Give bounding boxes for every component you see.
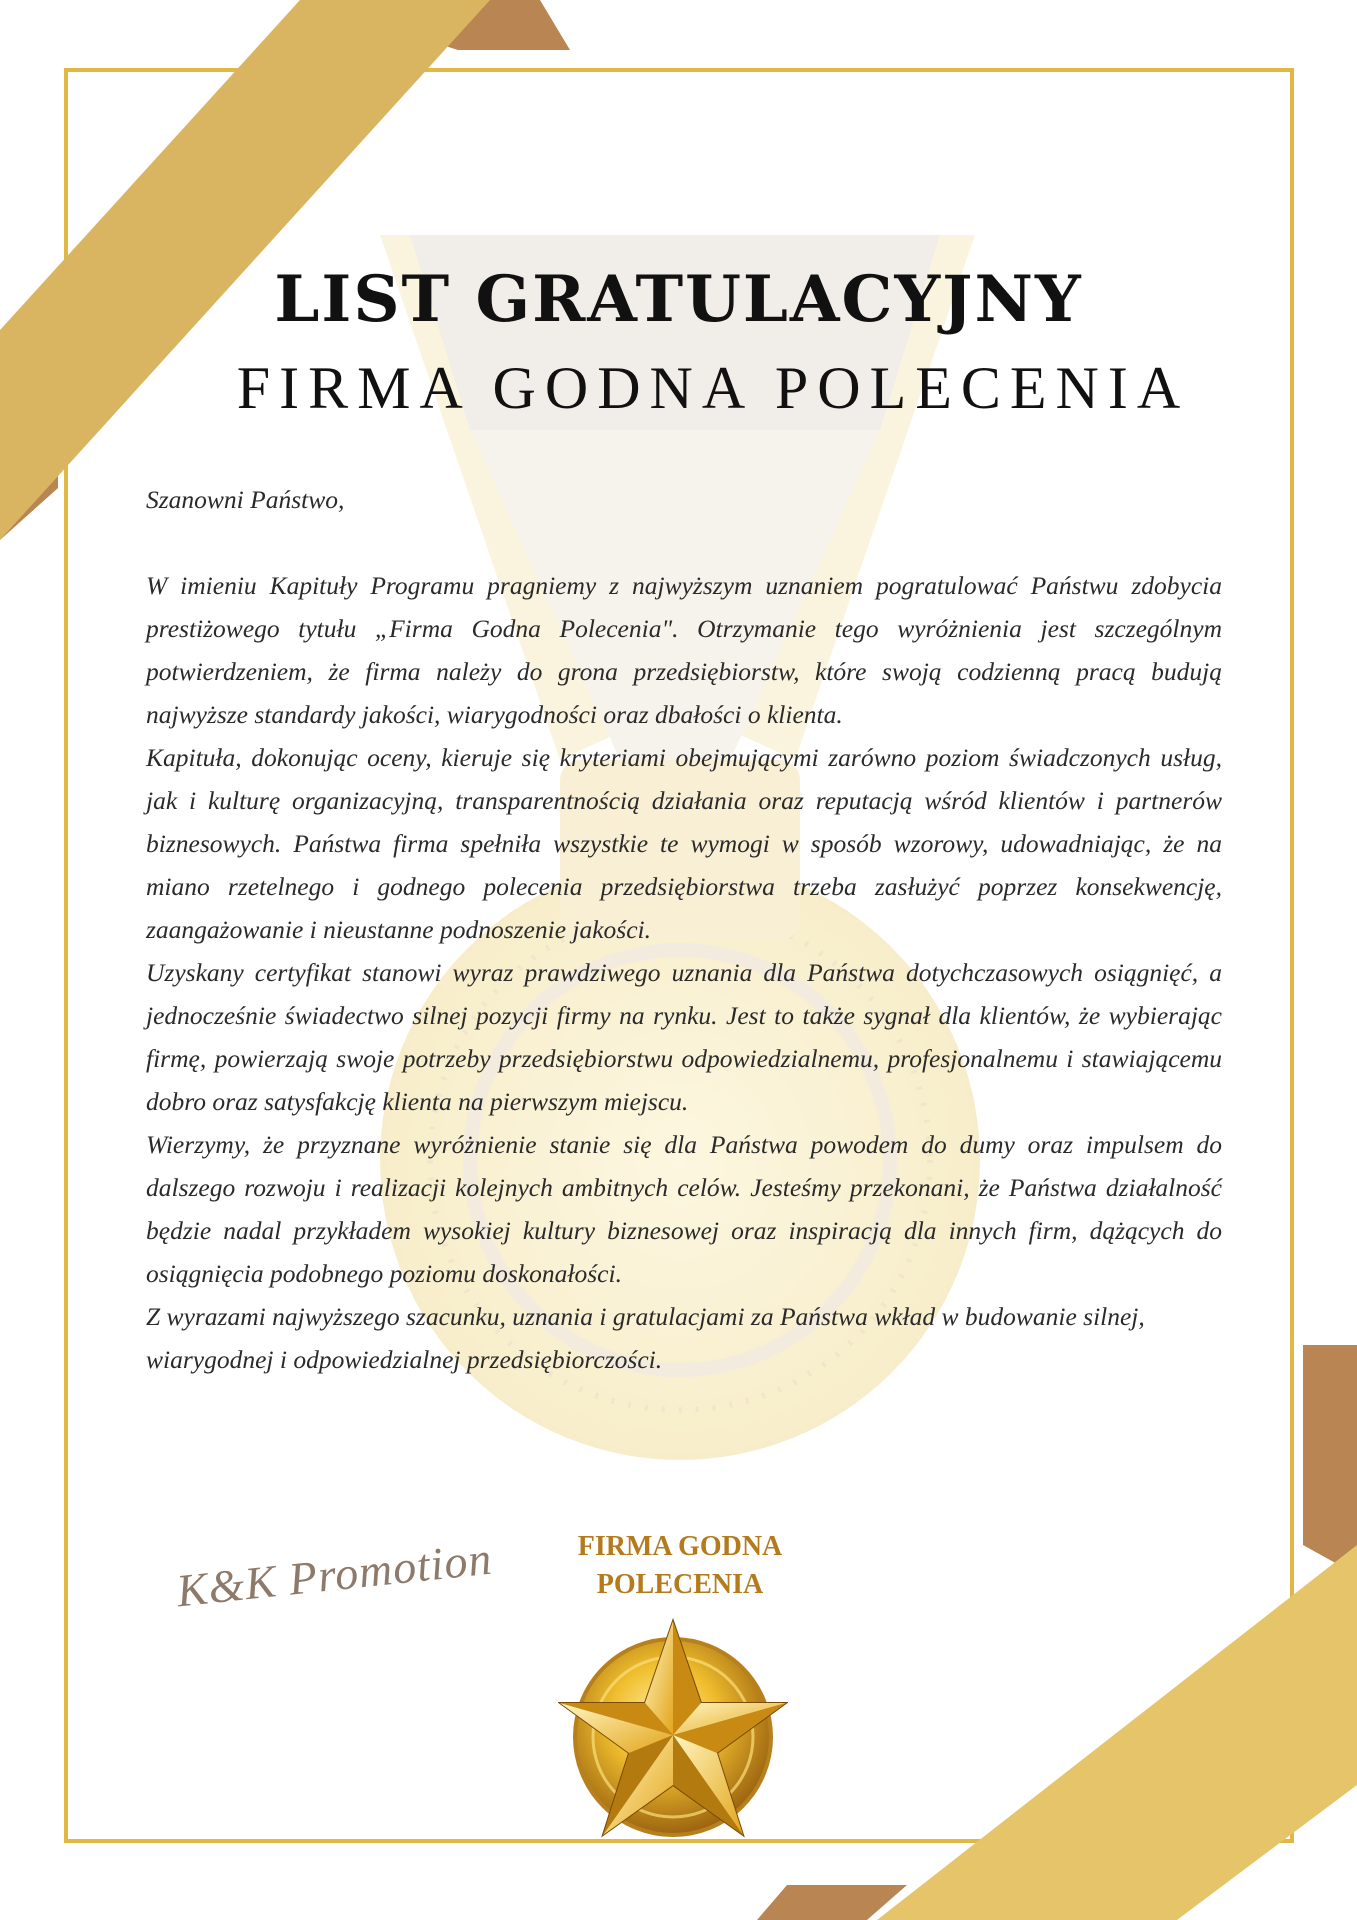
paragraph-1: W imieniu Kapituły Programu pragniemy z najwyższym uznaniem pogratulować Państwu zdobycia prestiżowego tytułu „Firma Godna Polecenia". Otrzymanie tego wyróżnienia jest szczególnym potwierdzeniem, że firma należy do grona przedsiębiorstw, które swoją codzienną pracą budują najwyższe standardy jakości, wiarygodności oraz dbałości o klienta. <box>146 571 1222 729</box>
badge-title <box>555 1528 805 1604</box>
paragraph-3: Uzyskany certyfikat stanowi wyraz prawdziwego uznania dla Państwa dotychczasowych osiągnięć, a jednocześnie świadectwo silnej pozycji firmy na rynku. Jest to także sygnał dla klientów, że wybierając firmę, powierzają swoje potrzeby przedsiębiorstwu odpowiedzialnemu, profesjonalnemu i stawiającemu dobro oraz satysfakcję klienta na pierwszym miejscu. <box>146 958 1222 1116</box>
badge-title-line-1: FIRMA GODNA <box>577 1531 783 1562</box>
signature: K&K Promotion <box>174 1532 495 1617</box>
salutation: Szanowni Państwo, <box>146 485 345 514</box>
paragraph-2: Kapituła, dokonując oceny, kieruje się kryteriami obejmującymi zarówno poziom świadczonych usług, jak i kulturę organizacyjną, transparentnością działania oraz reputacją wśród klientów i partnerów biznesowych. Państwa firma spełniła wszystkie te wymogi w sposób wzorowy, udowadniając, że na miano rzetelnego i godnego polecenia przedsiębiorstwa trzeba zasłużyć poprzez konsekwencję, zaangażowanie i nieustanne podnoszenie jakości. <box>146 743 1222 944</box>
gold-star-medal-icon <box>558 1615 788 1845</box>
ribbon-bottom-right <box>757 1345 1357 1920</box>
letter-body <box>146 478 1222 1381</box>
closing: Z wyrazami najwyższego szacunku, uznania i gratulacjami za Państwa wkład w budowanie silnej, wiarygodnej i odpowiedzialnej przedsiębiorczości. <box>146 1302 1145 1374</box>
badge-title-line-2: POLECENIA <box>596 1569 764 1600</box>
paragraph-4: Wierzymy, że przyznane wyróżnienie stanie się dla Państwa powodem do dumy oraz impulsem do dalszego rozwoju i realizacji kolejnych ambitnych celów. Jesteśmy przekonani, że Państwa działalność będzie nadal przykładem wysokiej kultury biznesowej oraz inspiracją dla innych firm, dążących do osiągnięcia podobnego poziomu doskonałości. <box>146 1130 1222 1288</box>
document-title: LIST GRATULACYJNY <box>274 262 1083 337</box>
document-subtitle: FIRMA GODNA POLECENIA <box>236 355 1190 421</box>
